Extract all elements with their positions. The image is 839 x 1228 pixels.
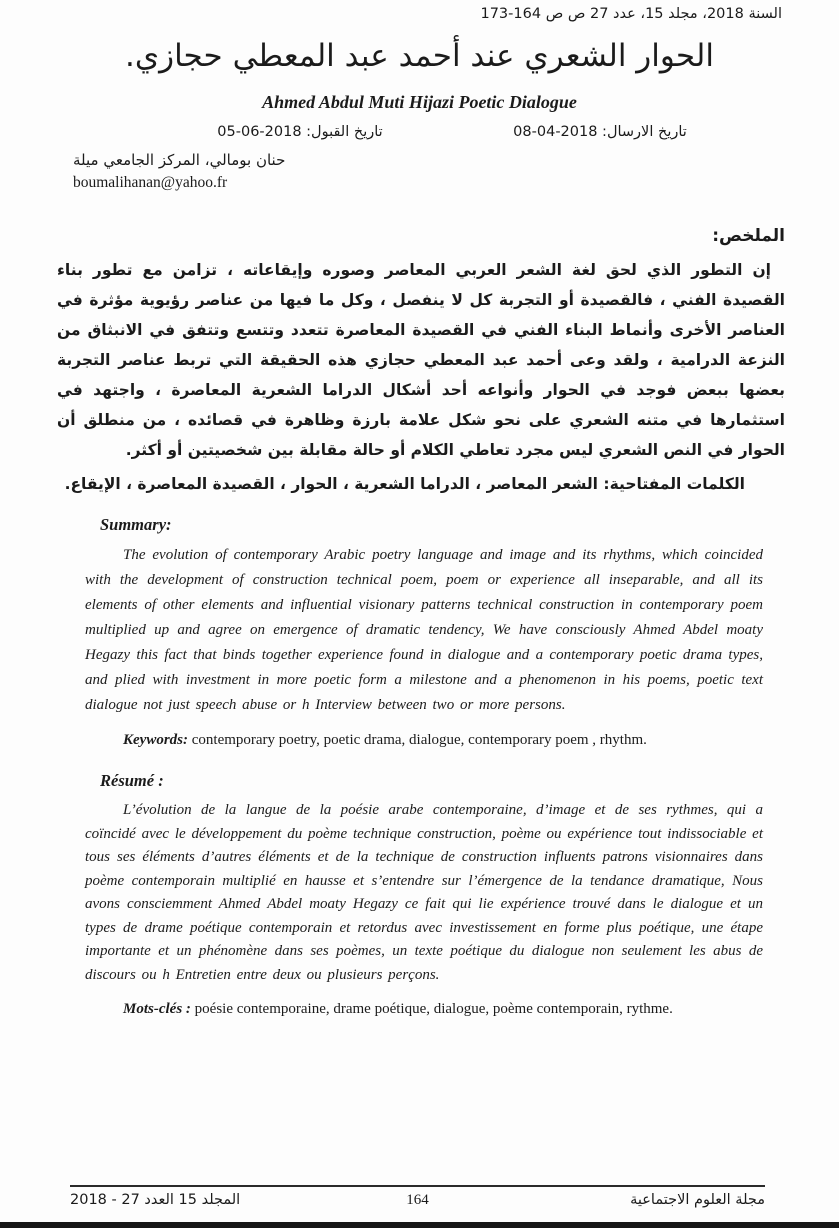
author-block bbox=[73, 150, 285, 192]
abstract-arabic-body: إن التطور الذي لحق لغة الشعر العربي المعاصر وصوره وإيقاعاته ، تزامن مع تطور بناء القصيدة الفني ، فالقصيدة أو التجربة كل لا ينفصل ، وكل ما فيها من عناصر رؤيوية مؤثرة في العناصر الأخرى وأنماط البناء الفني في القصيدة المعاصرة تتعدد وتتسع وتتفق في الانبثاق من النزعة الدرامية ، ولقد وعى أحمد عبد المعطي حجازي هذه الحقيقة التي تربط عناصر التجربة بعضها ببعض فوجد في الحوار وأنواعه أحد أشكال الدراما الشعرية المعاصرة ، واجتهد في استثمارها في متنه الشعري على نحو شكل علامة بارزة وظاهرة في قصائده ، من منطلق أن الحوار في النص الشعري ليس مجرد تعاطي الكلام أو حالة مقابلة بين شخصيتين أو أكثر. bbox=[57, 261, 785, 459]
article-front-matter bbox=[57, 226, 785, 1018]
author-email: boumalihanan@yahoo.fr bbox=[73, 174, 228, 191]
summary-heading: Summary: bbox=[100, 515, 172, 534]
resume-french-block bbox=[85, 771, 763, 1018]
article-title-arabic: الحوار الشعري عند أحمد عبد المعطي حجازي. bbox=[125, 38, 714, 74]
article-title-english: Ahmed Abdul Muti Hijazi Poetic Dialogue bbox=[262, 92, 577, 112]
scanned-page-bottom-edge bbox=[0, 1222, 839, 1228]
date-received: تاريخ الارسال: 2018-04-08 bbox=[513, 124, 687, 140]
page-footer bbox=[70, 1185, 765, 1209]
keywords-arabic-label: الكلمات المفتاحية: bbox=[603, 475, 745, 493]
footer-volume: المجلد 15 العدد 27 - 2018 bbox=[70, 1192, 241, 1208]
keywords-english-value: contemporary poetry, poetic drama, dialogue, contemporary poem , rhythm. bbox=[188, 732, 647, 748]
keywords-english-line bbox=[85, 732, 763, 749]
resume-body: L’évolution de la langue de la poésie arabe contemporaine, d’image et de ses rythmes, qui a coïncidé avec le développement du poème technique construction, poème ou expérience tout indissociable et tous ses éléments d’autres éléments et de la technique de construction influents patrons visionnaires dans poème contemporain multiplié en hausse et s’entendre sur l’émergence de la tendance dramatique, Nous avons consciemment Ahmed Abdel moaty Hegazy ce fait qui lie expérience trouvé dans le dialogue et un types de drame poétique contemporain et retordus avec investissement en forme plus poétique, une étape importante et un phénomène dans ses poèmes, un texte poétique du dialogue non seulement les abus de discours ou h Entretien entre deux ou plusieurs perçons. bbox=[85, 802, 763, 983]
keywords-arabic-line bbox=[57, 475, 785, 493]
author-name: حنان بومالي، المركز الجامعي ميلة bbox=[73, 151, 286, 169]
summary-english-block bbox=[85, 515, 763, 749]
footer-page-number: 164 bbox=[406, 1192, 429, 1208]
summary-body: The evolution of contemporary Arabic poetry language and image and its rhythms, which coincided with the development of construction technical poem, poem or experience all inseparable, and all its elements of other elements and influential visionary patterns technical construction in contemporary poem multiplied up and agree on emergence of dramatic tendency, We have consciously Ahmed Abdel moaty Hegazy this fact that binds together experience found in dialogue and a contemporary poetic drama types, and plied with investment in more poetic form a milestone and a phenomenon in his poems, poetic text dialogue not just speech abuse or h Interview between two or more persons. bbox=[85, 547, 763, 713]
footer-journal-name: مجلة العلوم الاجتماعية bbox=[630, 1192, 765, 1208]
keywords-arabic-value: الشعر المعاصر ، الدراما الشعرية ، الحوار ، القصيدة المعاصرة ، الإيقاع. bbox=[64, 475, 604, 493]
abstract-arabic-heading: الملخص: bbox=[712, 226, 785, 246]
keywords-english-label: Keywords: bbox=[123, 732, 188, 748]
resume-heading: Résumé : bbox=[100, 771, 164, 790]
keywords-french-value: poésie contemporaine, drame poétique, dialogue, poème contemporain, rythme. bbox=[190, 1001, 673, 1017]
keywords-french-label: Mots-clés : bbox=[123, 1001, 191, 1017]
date-accepted: تاريخ القبول: 2018-06-05 bbox=[217, 124, 383, 140]
journal-issue-line: السنة 2018، مجلد 15، عدد 27 ص ص 164-173 bbox=[480, 6, 782, 22]
keywords-french-line bbox=[85, 1001, 763, 1018]
